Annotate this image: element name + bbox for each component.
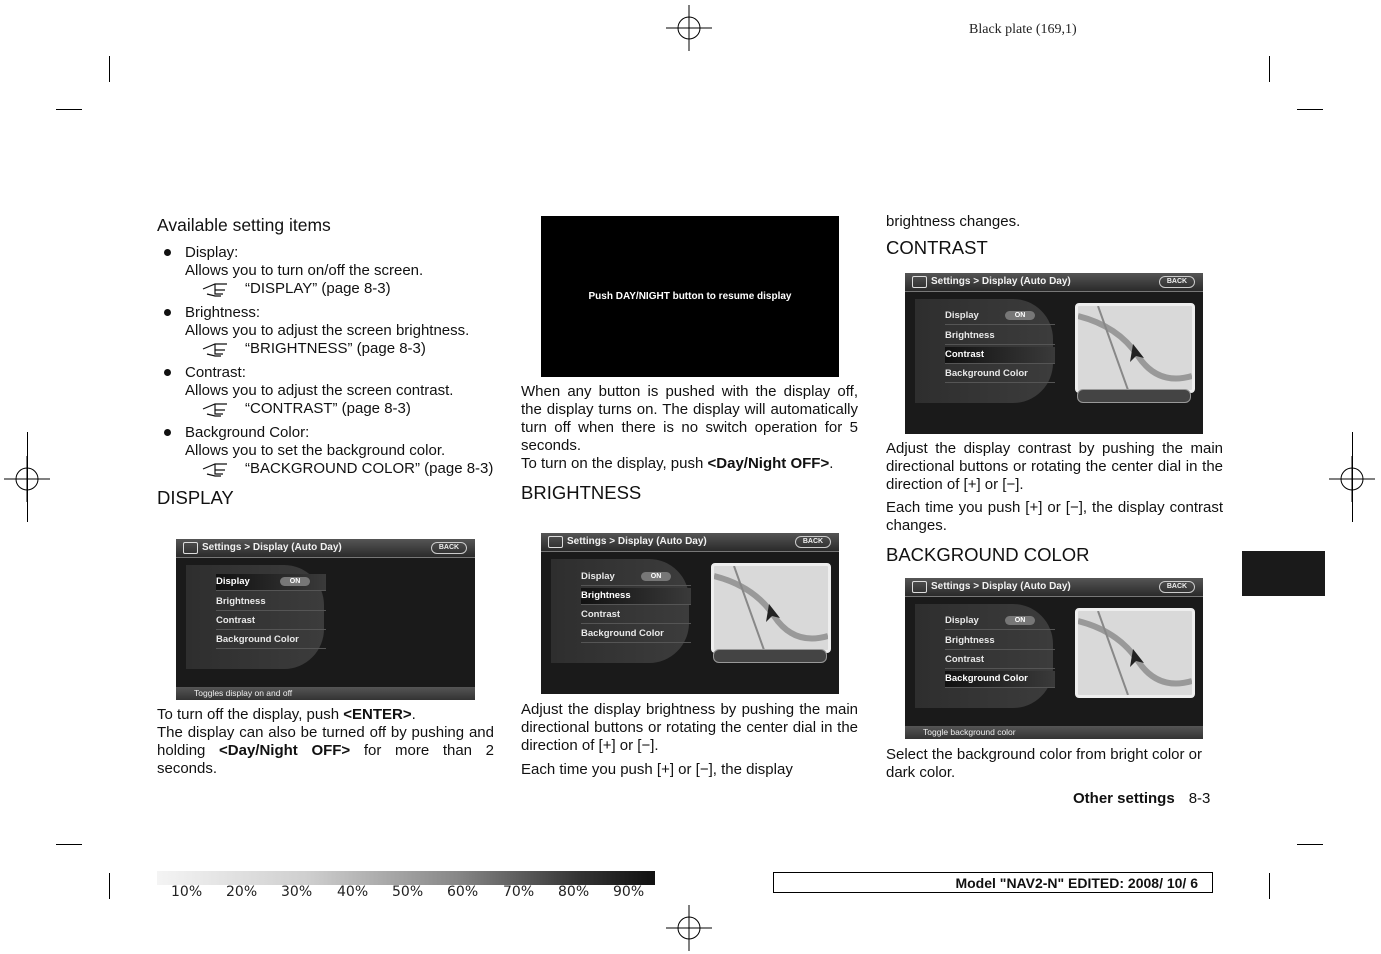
percent-label: 70% [503, 884, 535, 900]
display-off-screenshot [541, 216, 839, 377]
page-footer [1073, 790, 1210, 807]
back-button: BACK [1159, 581, 1195, 593]
list-item [157, 424, 494, 478]
paragraph: Select the background color from bright color or dark color. [886, 746, 1202, 781]
crop-mark [1269, 873, 1270, 899]
column-1 [157, 214, 494, 510]
bullet-icon [164, 249, 171, 256]
screen-title-bar: Settings > Display (Auto Day) BACK [905, 273, 1203, 292]
list-item [157, 364, 494, 418]
brightness-screenshot [541, 533, 839, 694]
section-name: Other settings [1073, 790, 1175, 807]
percent-label: 80% [558, 884, 590, 900]
map-icon [1078, 306, 1192, 390]
chapter-tab [1242, 551, 1325, 596]
menu-item-display: Display [945, 308, 1055, 325]
crop-mark [56, 109, 82, 110]
item-title: Display: [185, 244, 239, 261]
menu-item-contrast: Contrast [945, 652, 1055, 669]
menu-item-brightness: Brightness [945, 633, 1055, 650]
column-3-lower [886, 746, 1223, 782]
paragraph: Adjust the display brightness by pushing the main directional buttons or rotating the center dial in the direction of [+] or [−]. [521, 701, 858, 754]
list-item [157, 304, 494, 358]
map-icon [714, 566, 828, 650]
heading-brightness: BRIGHTNESS [521, 482, 642, 503]
menu-item-contrast: Contrast [581, 607, 691, 624]
item-desc: Allows you to adjust the screen brightness. [185, 322, 470, 339]
crop-mark [1297, 844, 1323, 845]
heading-display: DISPLAY [157, 487, 234, 508]
bullet-icon [164, 369, 171, 376]
menu-item-background-color: Background Color [945, 671, 1055, 688]
menu-item-contrast: Contrast [216, 613, 326, 630]
level-slider [713, 649, 827, 663]
color-gradient-bar [157, 871, 655, 885]
menu-icon [183, 542, 198, 554]
column-2-lower [521, 701, 858, 779]
contrast-screenshot [905, 273, 1203, 434]
menu-item-display: Display [945, 613, 1055, 630]
menu-item-brightness: Brightness [581, 588, 691, 605]
pointing-hand-icon [201, 400, 231, 418]
paragraph: Each time you push [+] or [−], the display [521, 761, 793, 778]
menu-item-background-color: Background Color [581, 626, 691, 643]
percent-label: 40% [337, 884, 369, 900]
column-1-lower [157, 706, 494, 778]
screen-title-bar: Settings > Display (Auto Day) BACK [541, 533, 839, 552]
back-button: BACK [431, 542, 467, 554]
paragraph: The display can also be turned off by pushing and holding <Day/Night OFF> for more than 2 seconds. [157, 724, 495, 777]
page-reference: “DISPLAY” (page 8-3) [185, 280, 494, 298]
plate-label: Black plate (169,1) [969, 22, 1077, 37]
background-color-screenshot [905, 578, 1203, 739]
map-icon [1078, 611, 1192, 695]
paragraph: When any button is pushed with the display off, the display turns on. The display will automatically turn off when there is no switch operation for 5 seconds. [521, 383, 858, 454]
crop-mark [27, 432, 28, 522]
map-preview [1075, 608, 1195, 698]
screen-title-bar: Settings > Display (Auto Day) BACK [176, 539, 475, 558]
heading-background-color: BACKGROUND COLOR [886, 544, 1090, 565]
model-edited-box: Model "NAV2-N" EDITED: 2008/ 10/ 6 [773, 872, 1213, 893]
percent-label: 10% [171, 884, 203, 900]
screen-footer: Toggles display on and off [176, 687, 475, 700]
pointing-hand-icon [201, 460, 231, 478]
pointing-hand-icon [201, 340, 231, 358]
menu-item-contrast: Contrast [945, 347, 1055, 364]
percent-label: 90% [613, 884, 645, 900]
back-button: BACK [1159, 276, 1195, 288]
item-title: Contrast: [185, 364, 246, 381]
crop-mark [56, 844, 82, 845]
page-reference: “BRIGHTNESS” (page 8-3) [185, 340, 494, 358]
subheading-available-items: Available setting items [157, 215, 331, 235]
on-toggle: ON [1005, 616, 1035, 625]
pointing-hand-icon [201, 280, 231, 298]
menu-item-brightness: Brightness [945, 328, 1055, 345]
on-toggle: ON [1005, 311, 1035, 320]
registration-mark-icon [666, 5, 712, 51]
menu-icon [912, 581, 927, 593]
menu-item-display: Display [216, 574, 326, 591]
menu-item-background-color: Background Color [945, 366, 1055, 383]
on-toggle: ON [280, 577, 310, 586]
on-toggle: ON [641, 572, 671, 581]
map-preview [711, 563, 831, 653]
paragraph: Adjust the display contrast by pushing the main directional buttons or rotating the center dial in the direction of [+] or [−]. [886, 440, 1223, 493]
paragraph: Each time you push [+] or [−], the display contrast changes. [886, 499, 1223, 534]
registration-mark-icon [666, 905, 712, 951]
paragraph: To turn on the display, push <Day/Night OFF>. [521, 455, 834, 472]
menu-item-background-color: Background Color [216, 632, 326, 649]
percent-label: 30% [281, 884, 313, 900]
item-desc: Allows you to adjust the screen contrast. [185, 382, 454, 399]
crop-mark [1269, 56, 1270, 82]
display-screenshot [176, 539, 475, 700]
list-item [157, 244, 494, 298]
paragraph: To turn off the display, push <ENTER>. [157, 706, 416, 723]
column-2 [521, 383, 858, 505]
bullet-icon [164, 309, 171, 316]
percent-label: 50% [392, 884, 424, 900]
bullet-icon [164, 429, 171, 436]
item-desc: Allows you to set the background color. [185, 442, 446, 459]
percent-label: 20% [226, 884, 258, 900]
column-3 [886, 213, 1223, 260]
back-button: BACK [795, 536, 831, 548]
menu-item-display: Display [581, 569, 691, 586]
item-desc: Allows you to turn on/off the screen. [185, 262, 424, 279]
page-reference: “CONTRAST” (page 8-3) [185, 400, 494, 418]
screen-message: Push DAY/NIGHT button to resume display [588, 291, 792, 302]
map-preview [1075, 303, 1195, 393]
menu-icon [912, 276, 927, 288]
page-number: 8-3 [1188, 790, 1211, 807]
paragraph: brightness changes. [886, 213, 1021, 230]
menu-icon [548, 536, 563, 548]
crop-mark [1352, 432, 1353, 522]
crop-mark [109, 56, 110, 82]
crop-mark [109, 873, 110, 899]
crop-mark [1297, 109, 1323, 110]
item-title: Background Color: [185, 424, 310, 441]
heading-contrast: CONTRAST [886, 237, 988, 258]
item-title: Brightness: [185, 304, 261, 321]
level-slider [1077, 389, 1191, 403]
page-reference: “BACKGROUND COLOR” (page 8-3) [185, 460, 494, 478]
menu-item-brightness: Brightness [216, 594, 326, 611]
screen-footer: Toggle background color [905, 726, 1203, 739]
percent-label: 60% [447, 884, 479, 900]
column-3-middle [886, 440, 1223, 567]
screen-title-bar: Settings > Display (Auto Day) BACK [905, 578, 1203, 597]
